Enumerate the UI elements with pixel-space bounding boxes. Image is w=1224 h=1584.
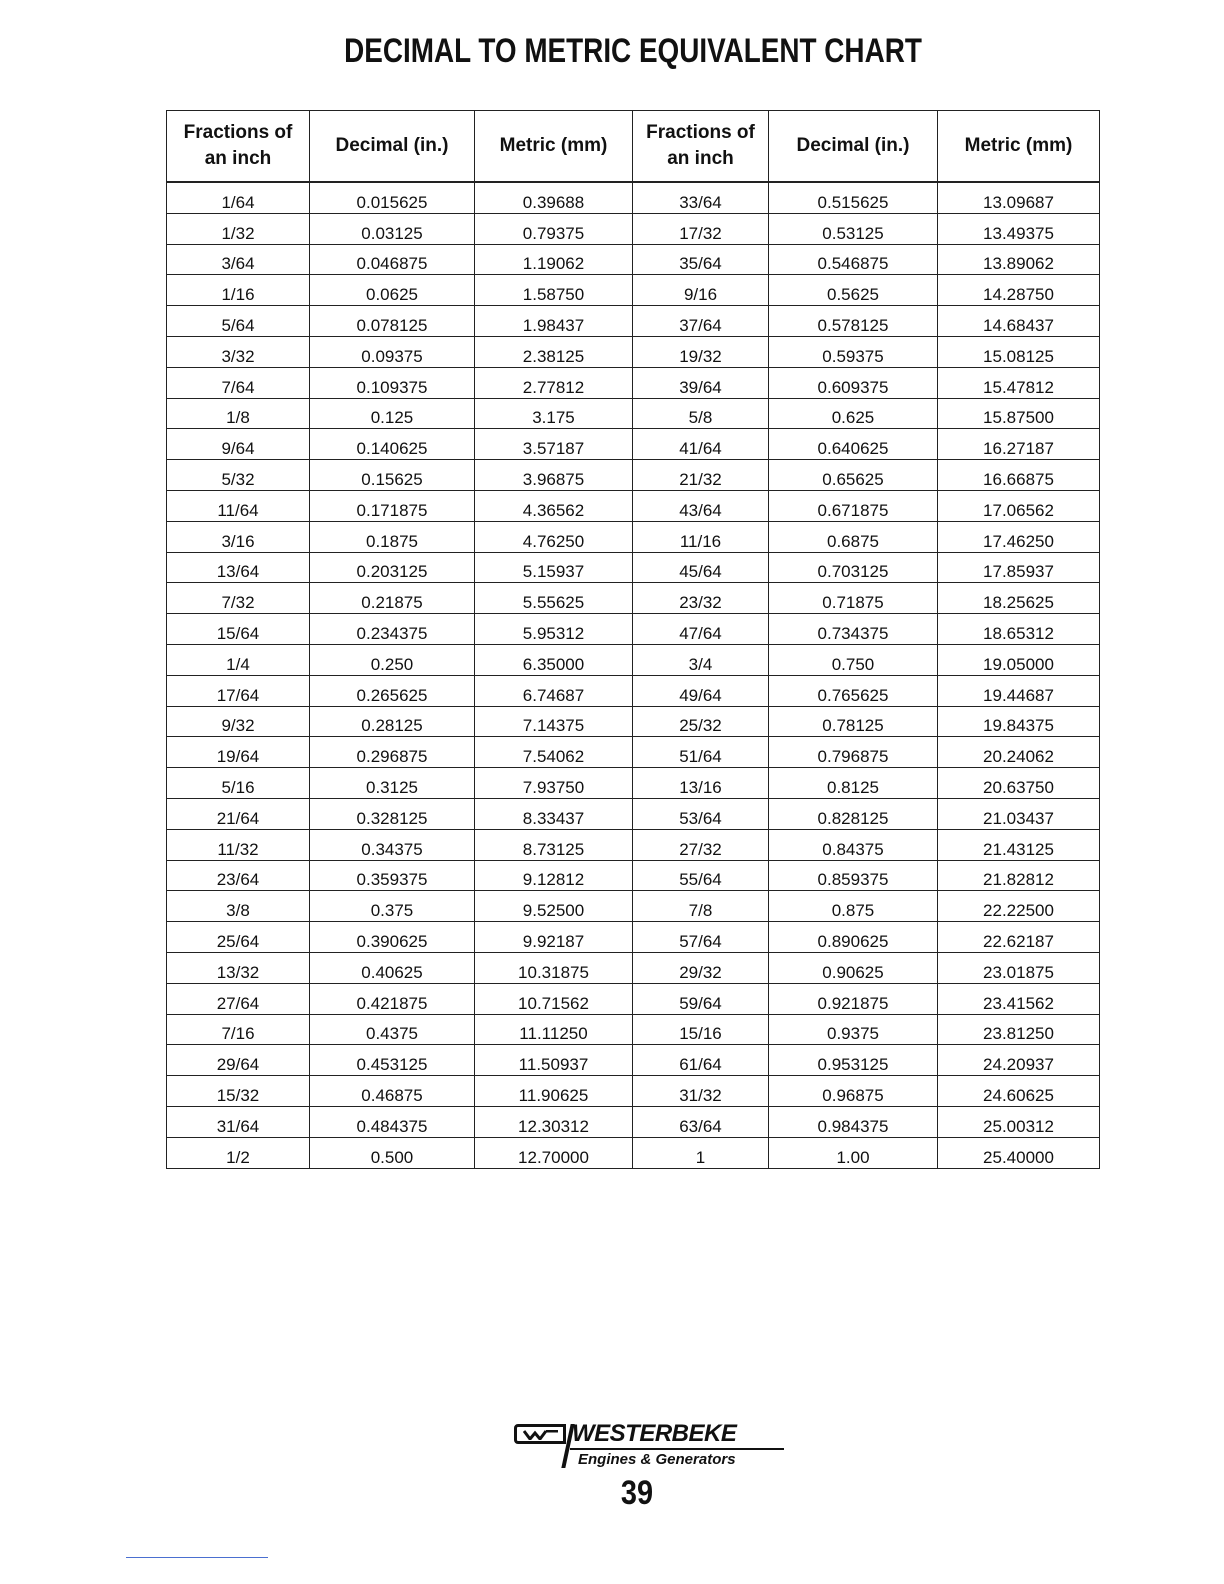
metric-cell: 6.74687 xyxy=(475,675,633,706)
header-decimal-2: Decimal (in.) xyxy=(769,111,938,183)
fraction-cell: 5/16 xyxy=(167,768,310,799)
metric-cell: 4.36562 xyxy=(475,490,633,521)
fraction-cell: 29/64 xyxy=(167,1045,310,1076)
table-row xyxy=(167,768,1100,799)
table-row xyxy=(167,336,1100,367)
fraction-cell: 7/8 xyxy=(633,891,769,922)
decimal-cell: 0.1875 xyxy=(310,521,475,552)
decimal-cell: 0.90625 xyxy=(769,952,938,983)
decimal-cell: 0.984375 xyxy=(769,1106,938,1137)
decimal-cell: 0.65625 xyxy=(769,460,938,491)
table-row xyxy=(167,952,1100,983)
fraction-cell: 35/64 xyxy=(633,244,769,275)
fraction-cell: 1/32 xyxy=(167,213,310,244)
decimal-cell: 0.328125 xyxy=(310,798,475,829)
fraction-cell: 5/64 xyxy=(167,306,310,337)
metric-cell: 11.11250 xyxy=(475,1014,633,1045)
decimal-cell: 0.921875 xyxy=(769,983,938,1014)
metric-cell: 8.73125 xyxy=(475,829,633,860)
fraction-cell: 15/64 xyxy=(167,614,310,645)
metric-cell: 22.22500 xyxy=(938,891,1100,922)
fraction-cell: 59/64 xyxy=(633,983,769,1014)
metric-cell: 20.63750 xyxy=(938,768,1100,799)
fraction-cell: 13/32 xyxy=(167,952,310,983)
table-row xyxy=(167,644,1100,675)
table-row xyxy=(167,1106,1100,1137)
fraction-cell: 11/32 xyxy=(167,829,310,860)
metric-cell: 16.66875 xyxy=(938,460,1100,491)
fraction-cell: 3/8 xyxy=(167,891,310,922)
decimal-cell: 1.00 xyxy=(769,1137,938,1168)
decimal-cell: 0.6875 xyxy=(769,521,938,552)
conversion-table xyxy=(166,110,1100,1169)
fraction-cell: 19/32 xyxy=(633,336,769,367)
metric-cell: 19.44687 xyxy=(938,675,1100,706)
metric-cell: 15.47812 xyxy=(938,367,1100,398)
metric-cell: 9.52500 xyxy=(475,891,633,922)
table-row xyxy=(167,275,1100,306)
metric-cell: 13.89062 xyxy=(938,244,1100,275)
logo-emblem xyxy=(514,1424,566,1444)
decimal-cell: 0.171875 xyxy=(310,490,475,521)
metric-cell: 18.65312 xyxy=(938,614,1100,645)
metric-cell: 21.03437 xyxy=(938,798,1100,829)
metric-cell: 0.39688 xyxy=(475,182,633,213)
table-row xyxy=(167,860,1100,891)
metric-cell: 1.58750 xyxy=(475,275,633,306)
decimal-cell: 0.796875 xyxy=(769,737,938,768)
table-row xyxy=(167,306,1100,337)
table-row xyxy=(167,1137,1100,1168)
decimal-cell: 0.890625 xyxy=(769,922,938,953)
metric-cell: 3.96875 xyxy=(475,460,633,491)
decimal-cell: 0.203125 xyxy=(310,552,475,583)
page-title: DECIMAL TO METRIC EQUIVALENT CHART xyxy=(344,32,922,70)
metric-cell: 12.70000 xyxy=(475,1137,633,1168)
fraction-cell: 27/64 xyxy=(167,983,310,1014)
table-row xyxy=(167,552,1100,583)
metric-cell: 5.15937 xyxy=(475,552,633,583)
table-body xyxy=(167,182,1100,1168)
header-metric-1: Metric (mm) xyxy=(475,111,633,183)
metric-cell: 21.82812 xyxy=(938,860,1100,891)
decimal-cell: 0.859375 xyxy=(769,860,938,891)
fraction-cell: 21/32 xyxy=(633,460,769,491)
metric-cell: 18.25625 xyxy=(938,583,1100,614)
fraction-cell: 37/64 xyxy=(633,306,769,337)
page-number: 39 xyxy=(620,1474,654,1512)
fraction-cell: 5/32 xyxy=(167,460,310,491)
table-row xyxy=(167,891,1100,922)
metric-cell: 13.09687 xyxy=(938,182,1100,213)
fraction-cell: 19/64 xyxy=(167,737,310,768)
metric-cell: 21.43125 xyxy=(938,829,1100,860)
decimal-cell: 0.15625 xyxy=(310,460,475,491)
decimal-cell: 0.59375 xyxy=(769,336,938,367)
table-row xyxy=(167,614,1100,645)
metric-cell: 22.62187 xyxy=(938,922,1100,953)
table-row xyxy=(167,1076,1100,1107)
metric-cell: 16.27187 xyxy=(938,429,1100,460)
metric-cell: 24.60625 xyxy=(938,1076,1100,1107)
logo-w-mark-icon xyxy=(523,1430,559,1440)
metric-cell: 10.71562 xyxy=(475,983,633,1014)
metric-cell: 9.92187 xyxy=(475,922,633,953)
metric-cell: 1.98437 xyxy=(475,306,633,337)
fraction-cell: 1/4 xyxy=(167,644,310,675)
fraction-cell: 23/64 xyxy=(167,860,310,891)
table-row xyxy=(167,1045,1100,1076)
metric-cell: 11.50937 xyxy=(475,1045,633,1076)
fraction-cell: 11/16 xyxy=(633,521,769,552)
fraction-cell: 17/32 xyxy=(633,213,769,244)
fraction-cell: 7/16 xyxy=(167,1014,310,1045)
fraction-cell: 43/64 xyxy=(633,490,769,521)
metric-cell: 17.06562 xyxy=(938,490,1100,521)
decimal-cell: 0.4375 xyxy=(310,1014,475,1045)
fraction-cell: 31/64 xyxy=(167,1106,310,1137)
decimal-cell: 0.578125 xyxy=(769,306,938,337)
bottom-rule xyxy=(126,1557,268,1558)
table-row xyxy=(167,983,1100,1014)
decimal-cell: 0.34375 xyxy=(310,829,475,860)
decimal-cell: 0.296875 xyxy=(310,737,475,768)
decimal-cell: 0.671875 xyxy=(769,490,938,521)
fraction-cell: 33/64 xyxy=(633,182,769,213)
decimal-cell: 0.828125 xyxy=(769,798,938,829)
fraction-cell: 3/64 xyxy=(167,244,310,275)
table-row xyxy=(167,460,1100,491)
fraction-cell: 61/64 xyxy=(633,1045,769,1076)
table-header-row xyxy=(167,111,1100,183)
decimal-cell: 0.250 xyxy=(310,644,475,675)
brand-tagline: Engines & Generators xyxy=(578,1451,736,1468)
table-row xyxy=(167,182,1100,213)
metric-cell: 5.95312 xyxy=(475,614,633,645)
header-metric-2: Metric (mm) xyxy=(938,111,1100,183)
decimal-cell: 0.03125 xyxy=(310,213,475,244)
decimal-cell: 0.953125 xyxy=(769,1045,938,1076)
decimal-cell: 0.46875 xyxy=(310,1076,475,1107)
decimal-cell: 0.40625 xyxy=(310,952,475,983)
table-row xyxy=(167,675,1100,706)
decimal-cell: 0.546875 xyxy=(769,244,938,275)
metric-cell: 23.41562 xyxy=(938,983,1100,1014)
decimal-cell: 0.765625 xyxy=(769,675,938,706)
table-row xyxy=(167,429,1100,460)
fraction-cell: 49/64 xyxy=(633,675,769,706)
decimal-cell: 0.265625 xyxy=(310,675,475,706)
decimal-cell: 0.703125 xyxy=(769,552,938,583)
fraction-cell: 9/16 xyxy=(633,275,769,306)
decimal-cell: 0.125 xyxy=(310,398,475,429)
fraction-cell: 27/32 xyxy=(633,829,769,860)
decimal-cell: 0.750 xyxy=(769,644,938,675)
fraction-cell: 11/64 xyxy=(167,490,310,521)
brand-underline xyxy=(570,1448,784,1450)
metric-cell: 15.08125 xyxy=(938,336,1100,367)
decimal-cell: 0.046875 xyxy=(310,244,475,275)
metric-cell: 2.77812 xyxy=(475,367,633,398)
metric-cell: 25.00312 xyxy=(938,1106,1100,1137)
table-row xyxy=(167,213,1100,244)
table-row xyxy=(167,922,1100,953)
metric-cell: 13.49375 xyxy=(938,213,1100,244)
metric-cell: 7.14375 xyxy=(475,706,633,737)
metric-cell: 7.93750 xyxy=(475,768,633,799)
metric-cell: 25.40000 xyxy=(938,1137,1100,1168)
decimal-cell: 0.21875 xyxy=(310,583,475,614)
fraction-cell: 7/64 xyxy=(167,367,310,398)
metric-cell: 14.68437 xyxy=(938,306,1100,337)
fraction-cell: 53/64 xyxy=(633,798,769,829)
fraction-cell: 31/32 xyxy=(633,1076,769,1107)
table-row xyxy=(167,737,1100,768)
fraction-cell: 17/64 xyxy=(167,675,310,706)
fraction-cell: 1/8 xyxy=(167,398,310,429)
fraction-cell: 47/64 xyxy=(633,614,769,645)
fraction-cell: 39/64 xyxy=(633,367,769,398)
fraction-cell: 13/64 xyxy=(167,552,310,583)
decimal-cell: 0.078125 xyxy=(310,306,475,337)
header-decimal-1: Decimal (in.) xyxy=(310,111,475,183)
table-row xyxy=(167,367,1100,398)
fraction-cell: 1/16 xyxy=(167,275,310,306)
decimal-cell: 0.390625 xyxy=(310,922,475,953)
fraction-cell: 45/64 xyxy=(633,552,769,583)
metric-cell: 20.24062 xyxy=(938,737,1100,768)
decimal-cell: 0.84375 xyxy=(769,829,938,860)
decimal-cell: 0.359375 xyxy=(310,860,475,891)
fraction-cell: 23/32 xyxy=(633,583,769,614)
decimal-cell: 0.375 xyxy=(310,891,475,922)
decimal-cell: 0.9375 xyxy=(769,1014,938,1045)
fraction-cell: 51/64 xyxy=(633,737,769,768)
metric-cell: 9.12812 xyxy=(475,860,633,891)
metric-cell: 17.46250 xyxy=(938,521,1100,552)
metric-cell: 7.54062 xyxy=(475,737,633,768)
fraction-cell: 57/64 xyxy=(633,922,769,953)
table-row xyxy=(167,798,1100,829)
fraction-cell: 55/64 xyxy=(633,860,769,891)
decimal-cell: 0.484375 xyxy=(310,1106,475,1137)
metric-cell: 11.90625 xyxy=(475,1076,633,1107)
decimal-cell: 0.500 xyxy=(310,1137,475,1168)
decimal-cell: 0.015625 xyxy=(310,182,475,213)
table-row xyxy=(167,583,1100,614)
metric-cell: 12.30312 xyxy=(475,1106,633,1137)
decimal-cell: 0.5625 xyxy=(769,275,938,306)
decimal-cell: 0.640625 xyxy=(769,429,938,460)
metric-cell: 23.01875 xyxy=(938,952,1100,983)
fraction-cell: 41/64 xyxy=(633,429,769,460)
fraction-cell: 7/32 xyxy=(167,583,310,614)
metric-cell: 8.33437 xyxy=(475,798,633,829)
brand-name: WESTERBEKE xyxy=(572,1420,737,1447)
fraction-cell: 13/16 xyxy=(633,768,769,799)
metric-cell: 0.79375 xyxy=(475,213,633,244)
decimal-cell: 0.421875 xyxy=(310,983,475,1014)
decimal-cell: 0.625 xyxy=(769,398,938,429)
fraction-cell: 1/2 xyxy=(167,1137,310,1168)
decimal-cell: 0.3125 xyxy=(310,768,475,799)
metric-cell: 6.35000 xyxy=(475,644,633,675)
metric-cell: 1.19062 xyxy=(475,244,633,275)
westerbeke-logo xyxy=(510,1422,780,1472)
decimal-cell: 0.140625 xyxy=(310,429,475,460)
decimal-cell: 0.109375 xyxy=(310,367,475,398)
table-row xyxy=(167,1014,1100,1045)
metric-cell: 19.05000 xyxy=(938,644,1100,675)
metric-cell: 23.81250 xyxy=(938,1014,1100,1045)
table-row xyxy=(167,490,1100,521)
fraction-cell: 3/16 xyxy=(167,521,310,552)
fraction-cell: 1/64 xyxy=(167,182,310,213)
decimal-cell: 0.53125 xyxy=(769,213,938,244)
decimal-cell: 0.28125 xyxy=(310,706,475,737)
decimal-cell: 0.96875 xyxy=(769,1076,938,1107)
fraction-cell: 25/64 xyxy=(167,922,310,953)
table-row xyxy=(167,706,1100,737)
decimal-cell: 0.234375 xyxy=(310,614,475,645)
metric-cell: 24.20937 xyxy=(938,1045,1100,1076)
decimal-cell: 0.71875 xyxy=(769,583,938,614)
fraction-cell: 29/32 xyxy=(633,952,769,983)
metric-cell: 3.57187 xyxy=(475,429,633,460)
metric-cell: 17.85937 xyxy=(938,552,1100,583)
metric-cell: 3.175 xyxy=(475,398,633,429)
metric-cell: 5.55625 xyxy=(475,583,633,614)
fraction-cell: 15/16 xyxy=(633,1014,769,1045)
fraction-cell: 5/8 xyxy=(633,398,769,429)
fraction-cell: 21/64 xyxy=(167,798,310,829)
decimal-cell: 0.875 xyxy=(769,891,938,922)
metric-cell: 19.84375 xyxy=(938,706,1100,737)
fraction-cell: 3/32 xyxy=(167,336,310,367)
metric-cell: 14.28750 xyxy=(938,275,1100,306)
decimal-cell: 0.734375 xyxy=(769,614,938,645)
fraction-cell: 1 xyxy=(633,1137,769,1168)
table-row xyxy=(167,521,1100,552)
fraction-cell: 63/64 xyxy=(633,1106,769,1137)
table-row xyxy=(167,244,1100,275)
header-fraction-2: Fractions of an inch xyxy=(633,111,769,183)
table-row xyxy=(167,829,1100,860)
metric-cell: 4.76250 xyxy=(475,521,633,552)
metric-cell: 2.38125 xyxy=(475,336,633,367)
metric-cell: 10.31875 xyxy=(475,952,633,983)
decimal-cell: 0.8125 xyxy=(769,768,938,799)
decimal-cell: 0.09375 xyxy=(310,336,475,367)
metric-cell: 15.87500 xyxy=(938,398,1100,429)
decimal-cell: 0.0625 xyxy=(310,275,475,306)
header-fraction-1: Fractions of an inch xyxy=(167,111,310,183)
decimal-cell: 0.453125 xyxy=(310,1045,475,1076)
fraction-cell: 9/32 xyxy=(167,706,310,737)
table-row xyxy=(167,398,1100,429)
decimal-cell: 0.515625 xyxy=(769,182,938,213)
fraction-cell: 9/64 xyxy=(167,429,310,460)
decimal-cell: 0.609375 xyxy=(769,367,938,398)
fraction-cell: 25/32 xyxy=(633,706,769,737)
fraction-cell: 15/32 xyxy=(167,1076,310,1107)
fraction-cell: 3/4 xyxy=(633,644,769,675)
decimal-cell: 0.78125 xyxy=(769,706,938,737)
